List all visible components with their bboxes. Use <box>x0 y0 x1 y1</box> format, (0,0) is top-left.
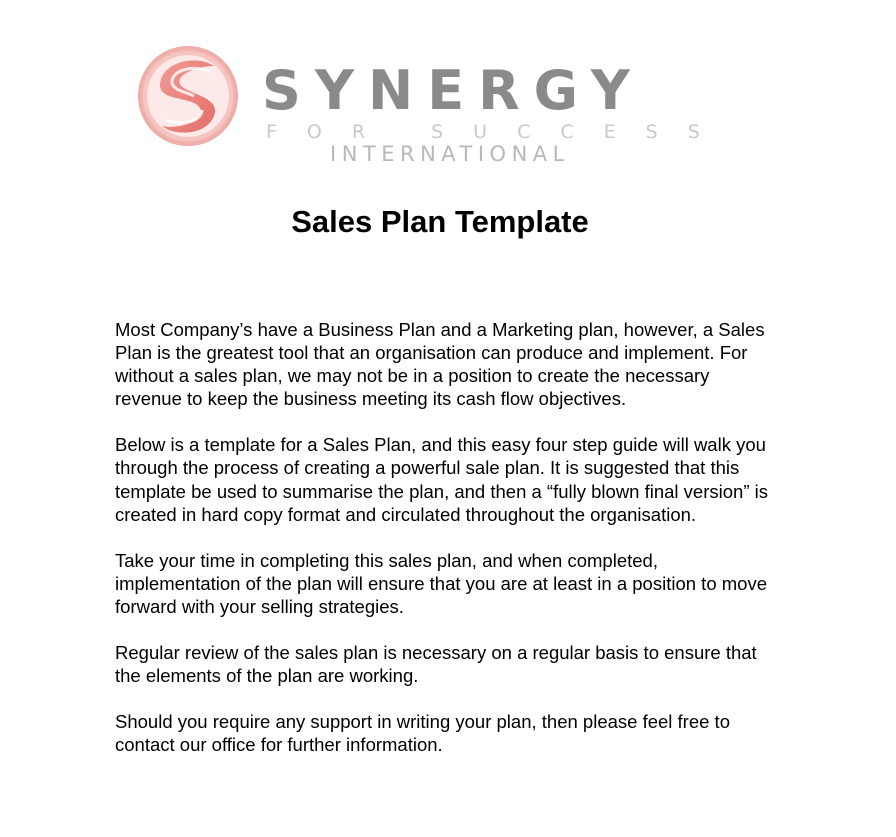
logo-wordmark: SYNERGY <box>262 59 644 122</box>
page-title: Sales Plan Template <box>291 204 589 239</box>
logo-tagline: FOR SUCCESS <box>266 121 730 143</box>
paragraph: Most Company’s have a Business Plan and a Marketing plan, however, a Sales Plan is the greatest tool that an organisation can produce and implement. For without a sales plan, we may not be in a position to create the necessary revenue to keep the business meeting its cash flow objectives. <box>115 319 765 410</box>
document-body <box>115 318 780 779</box>
paragraph: Below is a template for a Sales Plan, and this easy four step guide will walk you through the process of creating a powerful sale plan. It is suggested that this template be used to summarise the plan, and then a “fully blown final version” is created in hard copy format and circulated throughout the organisation. <box>115 434 768 525</box>
logo-subtitle: INTERNATIONAL <box>330 142 570 166</box>
paragraph: Should you require any support in writing your plan, then please feel free to contact our office for further information. <box>115 711 730 756</box>
paragraph: Take your time in completing this sales plan, and when completed, implementation of the plan will ensure that you are at least in a position to move forward with your selling strategies. <box>115 549 767 617</box>
company-logo <box>136 44 730 166</box>
swoosh-s-logo-icon <box>136 44 240 148</box>
paragraph: Regular review of the sales plan is necessary on a regular basis to ensure that the elements of the plan are working. <box>115 642 757 687</box>
